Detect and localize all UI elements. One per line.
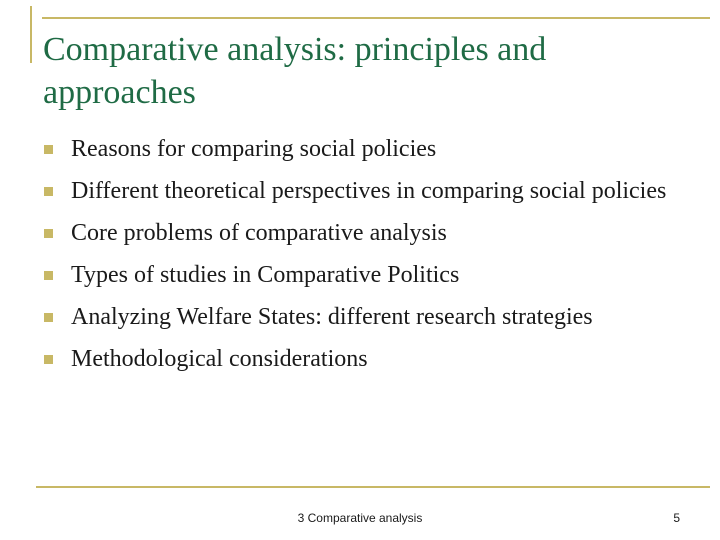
slide-title: Comparative analysis: principles and approaches — [43, 31, 547, 111]
square-bullet-icon — [44, 229, 53, 238]
slide-footer: 3 Comparative analysis — [297, 511, 423, 525]
bullet-text: Methodological considerations — [71, 346, 368, 372]
bottom-divider — [36, 486, 710, 488]
bullet-item — [44, 343, 684, 376]
square-bullet-icon — [44, 145, 53, 154]
square-bullet-icon — [44, 355, 53, 364]
square-bullet-icon — [44, 271, 53, 280]
square-bullet-icon — [44, 313, 53, 322]
bullet-text: Analyzing Welfare States: different research strategies — [71, 304, 593, 330]
bullet-text: Core problems of comparative analysis — [71, 220, 447, 246]
bullet-item — [44, 217, 684, 250]
bullet-item — [44, 133, 684, 166]
page-number: 5 — [673, 511, 680, 525]
bullet-text: Types of studies in Comparative Politics — [71, 262, 460, 288]
bullet-item — [44, 301, 684, 334]
bullet-item — [44, 175, 684, 208]
bullet-text: Reasons for comparing social policies — [71, 136, 437, 162]
square-bullet-icon — [44, 187, 53, 196]
left-divider — [30, 6, 32, 63]
top-divider — [42, 17, 710, 19]
bullet-list — [44, 133, 684, 385]
bullet-text: Different theoretical perspectives in comparing social policies — [71, 178, 667, 204]
bullet-item — [44, 259, 684, 292]
